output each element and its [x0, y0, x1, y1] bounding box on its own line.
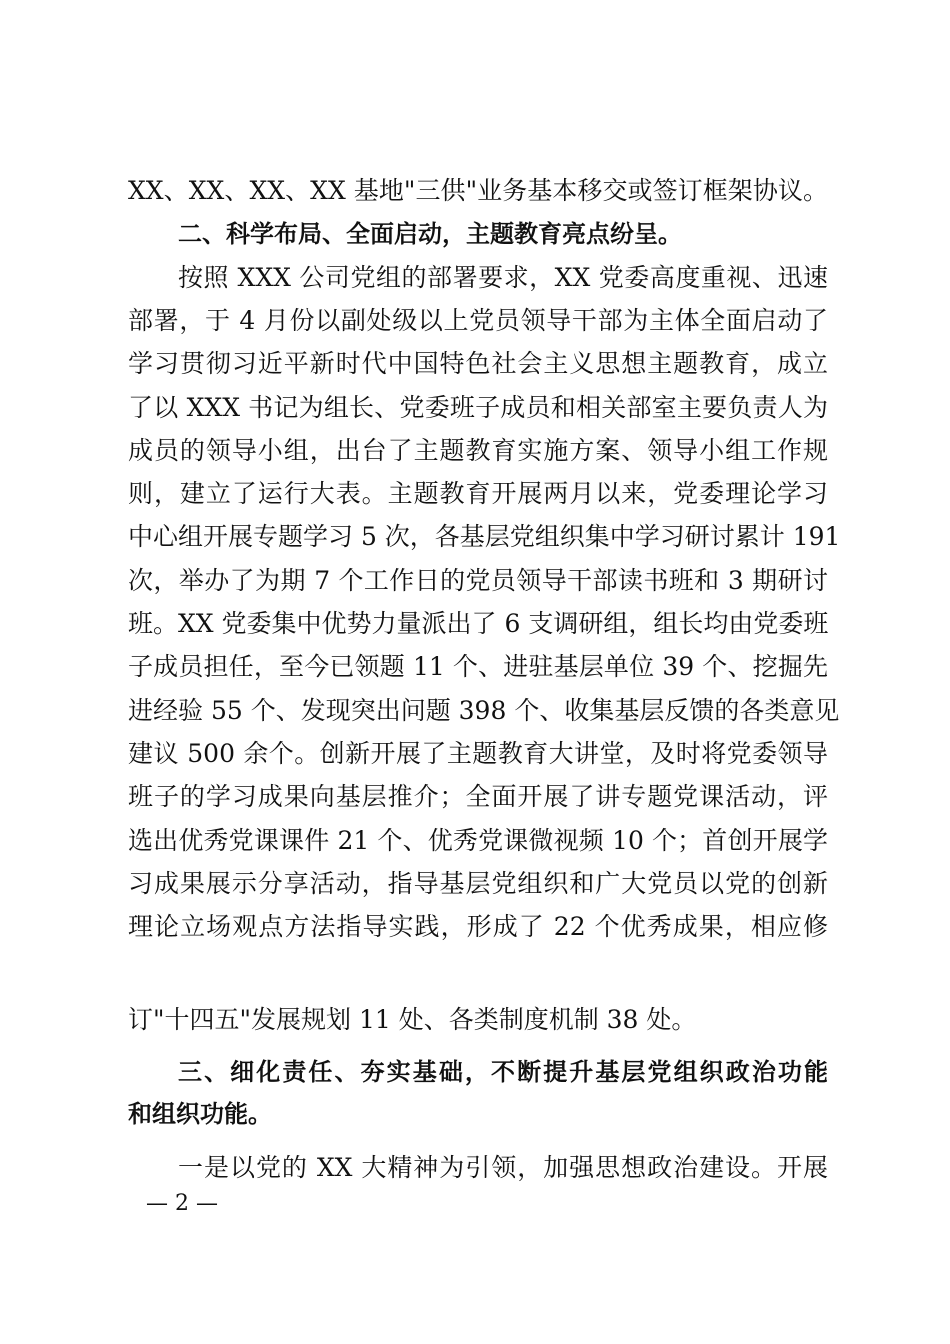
paragraph-line: 习成果展示分享活动，指导基层党组织和广大党员以党的创新	[128, 869, 828, 898]
paragraph-line: 班子的学习成果向基层推介；全面开展了讲专题党课活动，评	[128, 782, 828, 811]
paragraph-line: 子成员担任，至今已领题 11 个、进驻基层单位 39 个、挖掘先	[128, 652, 828, 681]
paragraph-line: 进经验 55 个、发现突出问题 398 个、收集基层反馈的各类意见	[128, 696, 840, 725]
paragraph-line: 班。XX 党委集中优势力量派出了 6 支调研组，组长均由党委班	[128, 609, 829, 638]
section-heading-2: 二、科学布局、全面启动，主题教育亮点纷呈。	[178, 220, 682, 248]
paragraph-line: 学习贯彻习近平新时代中国特色社会主义思想主题教育，成立	[128, 349, 828, 378]
paragraph-line: 一是以党的 XX 大精神为引领，加强思想政治建设。开展	[178, 1153, 828, 1182]
paragraph-line: 部署，于 4 月份以副处级以上党员领导干部为主体全面启动了	[128, 306, 828, 335]
section-heading-3-line-1: 三、细化责任、夯实基础，不断提升基层党组织政治功能	[178, 1058, 828, 1086]
body-text-line: XX、XX、XX、XX 基地"三供"业务基本移交或签订框架协议。	[128, 176, 828, 205]
page-number: — 2 —	[146, 1191, 218, 1216]
paragraph-line: 了以 XXX 书记为组长、党委班子成员和相关部室主要负责人为	[128, 393, 828, 422]
paragraph-line: 成员的领导小组，出台了主题教育实施方案、领导小组工作规	[128, 436, 828, 465]
section-heading-3-line-2: 和组织功能。	[128, 1100, 272, 1128]
paragraph-line: 订"十四五"发展规划 11 处、各类制度机制 38 处。	[128, 1005, 697, 1034]
paragraph-line: 选出优秀党课课件 21 个、优秀党课微视频 10 个；首创开展学	[128, 826, 828, 855]
paragraph-line: 中心组开展专题学习 5 次，各基层党组织集中学习研讨累计 191	[128, 522, 841, 551]
paragraph-line: 理论立场观点方法指导实践，形成了 22 个优秀成果，相应修	[128, 912, 828, 941]
paragraph-line: 按照 XXX 公司党组的部署要求，XX 党委高度重视、迅速	[178, 263, 828, 292]
paragraph-line: 则，建立了运行大表。主题教育开展两月以来，党委理论学习	[128, 479, 828, 508]
paragraph-line: 建议 500 余个。创新开展了主题教育大讲堂，及时将党委领导	[128, 739, 828, 768]
paragraph-line: 次，举办了为期 7 个工作日的党员领导干部读书班和 3 期研讨	[128, 566, 828, 595]
